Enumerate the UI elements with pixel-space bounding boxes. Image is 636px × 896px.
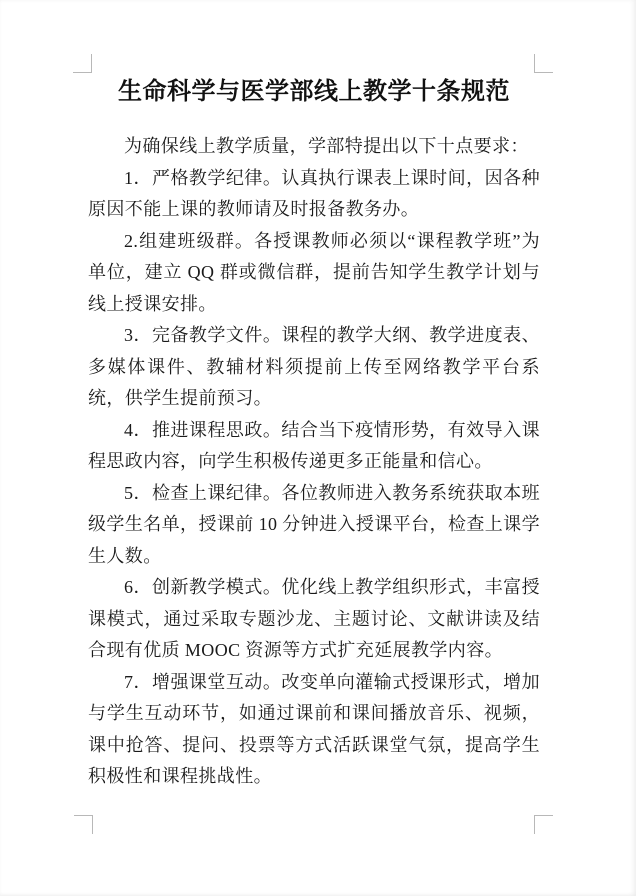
document-title: 生命科学与医学部线上教学十条规范	[118, 79, 510, 105]
text-boundary-mark-top-left	[73, 54, 92, 73]
text-boundary-mark-bottom-right	[534, 815, 553, 834]
rule-paragraph-2: 2.组建班级群。各授课教师必须以“课程教学班”为单位，建立 QQ 群或微信群，提前告知学生教学计划与线上授课安排。	[88, 230, 540, 314]
intro-paragraph: 为确保线上教学质量，学部特提出以下十点要求：	[124, 136, 529, 156]
rule-paragraph-6: 6．创新教学模式。优化线上教学组织形式，丰富授课模式，通过采取专题沙龙、主题讨论、文献讲读及结合现有优质 MOOC 资源等方式扩充延展教学内容。	[88, 577, 540, 660]
rule-paragraph-3: 3．完备教学文件。课程的教学大纲、教学进度表、多媒体课件、教辅材料须提前上传至网络教学平台系统，供学生提前预习。	[88, 325, 540, 408]
rule-paragraph-7: 7．增强课堂互动。改变单向灌输式授课形式，增加与学生互动环节，如通过课前和课间播放音乐、视频，课中抢答、提问、投票等方式活跃课堂气氛，提高学生积极性和课程挑战性。	[88, 671, 540, 786]
text-boundary-mark-bottom-left	[74, 815, 93, 834]
rule-paragraph-5: 5．检查上课纪律。各位教师进入教务系统获取本班级学生名单，授课前 10 分钟进入授课平台，检查上课学生人数。	[88, 482, 540, 566]
document-body	[88, 76, 540, 793]
rule-paragraph-4: 4．推进课程思政。结合当下疫情形势，有效导入课程思政内容，向学生积极传递更多正能量和信心。	[88, 419, 540, 471]
rule-paragraph-1: 1．严格教学纪律。认真执行课表上课时间，因各种原因不能上课的教师请及时报备教务办。	[88, 167, 540, 219]
text-boundary-mark-top-right	[534, 54, 553, 73]
